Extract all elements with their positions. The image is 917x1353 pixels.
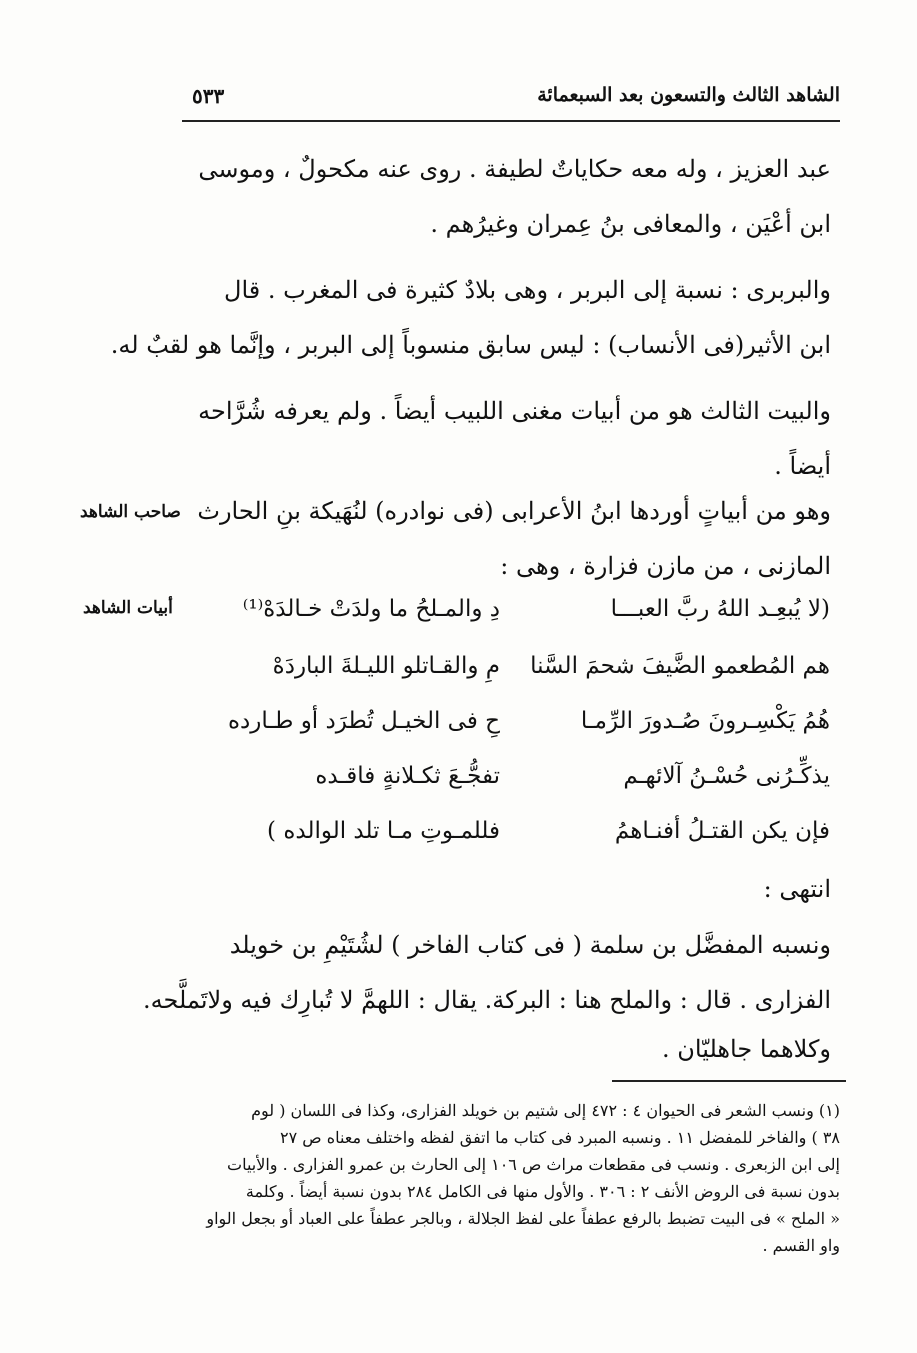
verse-line	[200, 708, 830, 762]
verse-first-hemistich: يذكِّـرُنى حُسْـنُ آلائهـم	[623, 763, 830, 789]
footnote-line: بدون نسبة فى الروض الأنف ٢ : ٣٠٦ . والأول منها فى الكامل ٢٨٤ بدون نسبة أيضاً . وكلمة	[245, 1182, 840, 1201]
text-line: والبربرى : نسبة إلى البربر ، وهى بلادٌ كثيرة فى المغرب . قال	[224, 276, 831, 304]
text-line: وكلاهما جاهليّان .	[662, 1035, 831, 1063]
text-line: عبد العزيز ، وله معه حكاياتٌ لطيفة . روى عنه مكحولٌ ، وموسى	[198, 155, 831, 183]
text-line: انتهى :	[763, 875, 831, 903]
side-label-poet: صاحب الشاهد	[80, 502, 181, 522]
paragraph-end-quote	[191, 862, 831, 917]
verse-first-hemistich: (لا يُبعِـد اللهُ ربَّ العبـــا	[610, 596, 830, 622]
text-line: أيضاً .	[774, 452, 831, 480]
footnote-line: ٣٨ ) والفاخر للمفضل ١١ . ونسبه المبرد فى كتاب ما اتفق لفظه واختلف معناه ص ٢٧	[279, 1128, 840, 1147]
text-line: المازنى ، من مازن فزارة ، وهى :	[500, 552, 831, 580]
paragraph-3	[191, 384, 831, 494]
text-line: ابن أعْيَن ، والمعافى بنُ عِمران وغيرُهم .	[430, 210, 831, 238]
verse-first-hemistich: فإن يكن القتـلُ أفنـاهمُ	[614, 818, 830, 844]
footnote-line: إلى ابن الزبعرى . ونسب فى مقطعات مراث ص ١٠٦ إلى الحارث بن عمرو الفزارى . والأبيات	[227, 1155, 840, 1174]
verse-first-hemistich: هم المُطعمو الضَّيفَ شحمَ السَّنا	[530, 653, 830, 679]
page-number: ٥٣٣	[192, 84, 225, 108]
verse-line	[200, 596, 830, 650]
paragraph-5	[143, 918, 831, 1028]
paragraph-4	[191, 484, 831, 594]
verse-second-hemistich: دِ والمـلحُ ما ولدَتْ خـالدَهْ⁽¹⁾	[242, 596, 500, 622]
verse-second-hemistich: تفجُّـعَ ثكـلانةٍ فاقـده	[315, 763, 500, 789]
footnote-line: واو القسم .	[762, 1236, 840, 1255]
text-line: ابن الأثير(فى الأنساب) : ليس سابق منسوباً إلى البربر ، وإنَّما هو لقبٌ له.	[110, 331, 831, 359]
verse-second-hemistich: فللمـوتِ مـا تلد الوالده )	[267, 818, 500, 844]
verse-second-hemistich: مِ والقـاتلو الليـلةَ الباردَهْ	[272, 653, 500, 679]
verse-first-hemistich: هُمُ يَكْسِـرونَ صُـدورَ الرِّمـا	[580, 708, 830, 734]
verse-line	[200, 653, 830, 707]
running-title: الشاهد الثالث والتسعون بعد السبعمائة	[537, 84, 840, 106]
footnote	[188, 1097, 840, 1259]
page-header	[182, 80, 840, 122]
text-line: الفزارى . قال : والملح هنا : البركة. يقال : اللهمَّ لا تُبارِك فيه ولاتَملَّحه.	[143, 986, 831, 1014]
footnote-divider	[612, 1080, 846, 1082]
side-label-verses: أبيات الشاهد	[83, 598, 173, 618]
footnote-line: (١) ونسب الشعر فى الحيوان ٤ : ٤٧٢ إلى شتيم بن خويلد الفزارى، وكذا فى اللسان ( لوم	[251, 1101, 840, 1120]
text-line: ونسبه المفضَّل بن سلمة ( فى كتاب الفاخر ) لشُتَيْمِ بن خويلد	[229, 931, 831, 959]
paragraph-2	[110, 263, 831, 373]
text-line: وهو من أبياتٍ أوردها ابنُ الأعرابى (فى نوادره) لنُهَيكة بنِ الحارث	[197, 497, 831, 525]
text-line: والبيت الثالث هو من أبيات مغنى اللبيب أيضاً . ولم يعرفه شُرَّاحه	[198, 397, 831, 425]
paragraph-6	[191, 1022, 831, 1077]
footnote-line: « الملح » فى البيت تضبط بالرفع عطفاً على لفظ الجلالة ، وبالجر عطفاً على العباد أو بجعل الواو	[206, 1209, 840, 1228]
verse-second-hemistich: حِ فى الخيـل تُطرَد أو طـارده	[227, 708, 500, 734]
paragraph-1	[191, 142, 831, 252]
verse-line	[200, 763, 830, 817]
